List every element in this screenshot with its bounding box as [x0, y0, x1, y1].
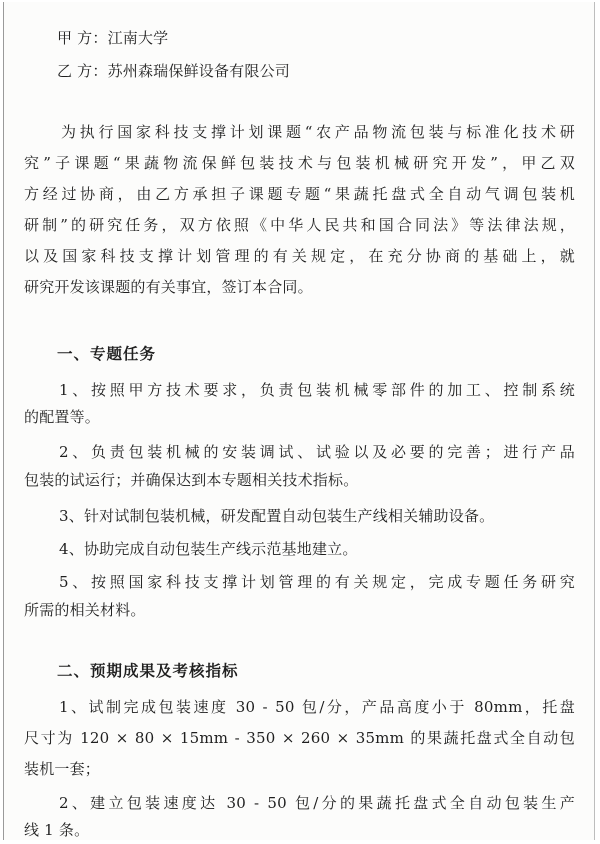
task-1-line-1: 1、按照甲方技术要求，负责包装机械零部件的加工、控制系统: [59, 381, 575, 399]
result-2-line-2: 线 1 条。: [24, 821, 90, 839]
result-1-line-1: 1、试制完成包装速度 30 - 50 包/分，产品高度小于 80mm，托盘: [59, 698, 575, 716]
task-2-line-1: 2、负责包装机械的安装调试、试验以及必要的完善；进行产品: [59, 443, 575, 461]
task-5-line-2: 所需的相关材料。: [24, 601, 146, 619]
task-5-line-1: 5、按照国家科技支撑计划管理的有关规定，完成专题任务研究: [59, 573, 575, 591]
intro-line-5: 以及国家科技支撑计划管理的有关规定，在充分协商的基础上，就: [24, 247, 575, 265]
intro-line-3: 方经过协商，由乙方承担子课题专题“果蔬托盘式全自动气调包装机: [24, 185, 575, 203]
intro-line-2: 究”子课题“果蔬物流保鲜包装技术与包装机械研究开发”，甲乙双: [24, 154, 575, 172]
party-b-line: 乙 方：苏州森瑞保鲜设备有限公司: [57, 62, 290, 80]
result-1-line-3: 装机一套；: [24, 760, 101, 778]
intro-line-6: 研究开发该课题的有关事宜，签订本合同。: [24, 278, 313, 296]
result-2-line-1: 2、建立包装速度达 30 - 50 包/分的果蔬托盘式全自动包装生产: [59, 794, 575, 812]
section-2-heading: 二、预期成果及考核指标: [57, 662, 239, 680]
task-4-line: 4、协助完成自动包装生产线示范基地建立。: [59, 540, 358, 558]
intro-line-1: 为执行国家科技支撑计划课题“农产品物流包装与标准化技术研: [61, 123, 575, 141]
party-a-line: 甲 方：江南大学: [57, 29, 169, 47]
document-page: [3, 2, 595, 840]
task-3-line: 3、针对试制包装机械，研发配置自动包装生产线相关辅助设备。: [59, 507, 495, 525]
result-1-line-2: 尺寸为 120 × 80 × 15mm - 350 × 260 × 35mm 的果蔬托盘式全自动包: [24, 729, 575, 747]
task-1-line-2: 的配置等。: [24, 408, 101, 426]
section-1-heading: 一、专题任务: [57, 345, 157, 363]
task-2-line-2: 包装的试运行；并确保达到本专题相关技术指标。: [24, 471, 359, 489]
intro-line-4: 研制”的研究任务，双方依照《中华人民共和国合同法》等法律法规，: [24, 216, 575, 234]
